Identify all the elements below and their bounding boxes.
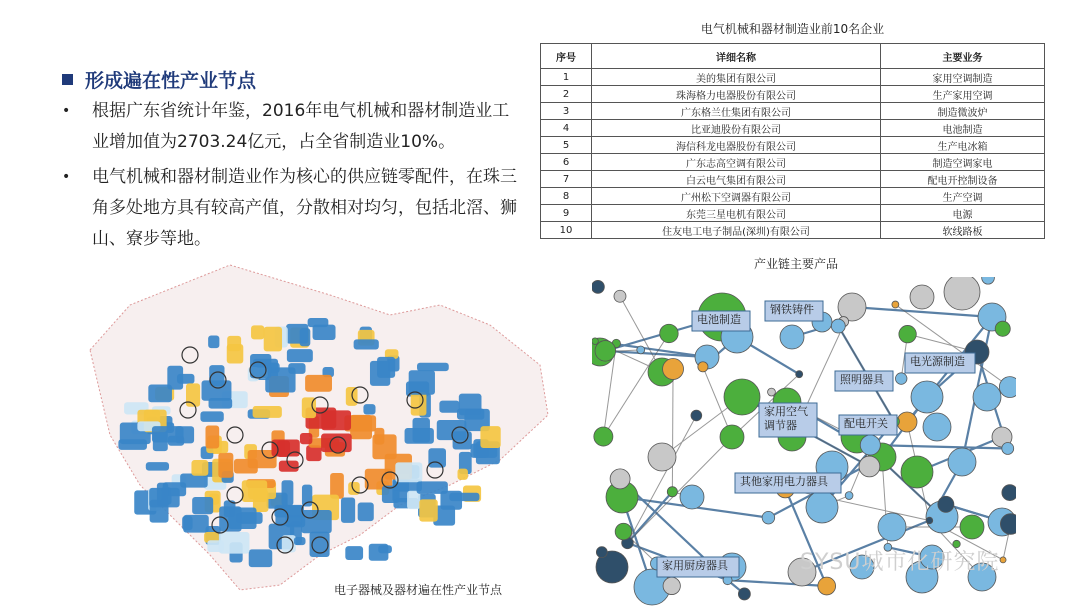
table-row <box>541 103 1045 120</box>
table-row <box>541 86 1045 103</box>
svg-text:电池制造: 电池制造 <box>697 313 741 326</box>
bullet-dot-icon: • <box>62 169 71 185</box>
header-name: 详细名称 <box>592 44 881 69</box>
bullet-text: 电气机械和器材制造业作为核心的供应链零配件，在珠三角多处地方具有较高产值，分散相对均匀，包括北滘、狮山、寮步等地。 <box>92 167 517 249</box>
table-header-row <box>541 44 1045 69</box>
network-label-other-appliance <box>735 473 841 493</box>
cell-business: 电源 <box>881 205 1045 222</box>
guangdong-node-map <box>70 255 550 600</box>
table-row <box>541 120 1045 137</box>
network-label-aircon <box>759 403 817 437</box>
cell-name: 美的集团有限公司 <box>592 69 881 86</box>
cell-business: 生产电冰箱 <box>881 137 1045 154</box>
cell-name: 广东格兰仕集团有限公司 <box>592 103 881 120</box>
cell-business: 生产家用空调 <box>881 86 1045 103</box>
svg-text:家用厨房器具: 家用厨房器具 <box>662 559 728 572</box>
bullet-list <box>62 96 522 259</box>
bullet-item <box>62 96 522 158</box>
network-label-lighting <box>835 371 893 391</box>
table-row <box>541 171 1045 188</box>
heading-square-icon <box>62 74 73 85</box>
company-table-panel <box>540 20 1045 239</box>
company-table <box>540 43 1045 239</box>
bullet-dot-icon: • <box>62 103 71 119</box>
svg-text:照明器具: 照明器具 <box>840 373 884 386</box>
cell-name: 广州松下空调器有限公司 <box>592 188 881 205</box>
table-row <box>541 205 1045 222</box>
cell-business: 制造空调家电 <box>881 154 1045 171</box>
cell-business: 家用空调制造 <box>881 69 1045 86</box>
map-caption: 电子器械及器材遍在性产业节点 <box>334 583 503 597</box>
svg-text:调节器: 调节器 <box>764 419 797 432</box>
cell-name: 白云电气集团有限公司 <box>592 171 881 188</box>
cell-name: 海信科龙电器股份有限公司 <box>592 137 881 154</box>
cell-index: 1 <box>541 69 592 86</box>
table-row <box>541 137 1045 154</box>
cell-index: 2 <box>541 86 592 103</box>
section-heading <box>62 66 256 93</box>
cell-business: 制造微波炉 <box>881 103 1045 120</box>
cell-index: 4 <box>541 120 592 137</box>
network-label-switch <box>839 415 897 435</box>
network-label-kitchen <box>657 557 739 577</box>
table-row <box>541 188 1045 205</box>
network-label-battery <box>692 311 750 331</box>
cell-name: 广东志高空调有限公司 <box>592 154 881 171</box>
cell-business: 电池制造 <box>881 120 1045 137</box>
svg-text:钢铁铸件: 钢铁铸件 <box>770 303 814 316</box>
bullet-item <box>62 162 522 255</box>
svg-text:家用空气: 家用空气 <box>764 405 808 418</box>
svg-text:电光源制造: 电光源制造 <box>910 355 965 368</box>
cell-index: 9 <box>541 205 592 222</box>
cell-name: 珠海格力电器股份有限公司 <box>592 86 881 103</box>
svg-text:配电开关: 配电开关 <box>844 417 888 430</box>
network-title: 产业链主要产品 <box>754 257 839 271</box>
cell-business: 软线路板 <box>881 222 1045 239</box>
table-row <box>541 222 1045 239</box>
cell-index: 5 <box>541 137 592 154</box>
cell-index: 7 <box>541 171 592 188</box>
svg-text:其他家用电力器具: 其他家用电力器具 <box>740 475 828 488</box>
network-label-steel <box>765 301 823 321</box>
table-title: 电气机械和器材制造业前10名企业 <box>700 22 885 36</box>
watermark: SYSU城市化研究院 <box>800 550 1000 575</box>
cell-index: 8 <box>541 188 592 205</box>
cell-name: 住友电工电子制品(深圳)有限公司 <box>592 222 881 239</box>
table-row <box>541 154 1045 171</box>
header-index: 序号 <box>541 44 592 69</box>
bullet-text: 根据广东省统计年鉴，2016年电气机械和器材制造业工业增加值为2703.24亿元，占全省制造业10%。 <box>92 101 510 152</box>
cell-name: 比亚迪股份有限公司 <box>592 120 881 137</box>
cell-business: 配电开控制设备 <box>881 171 1045 188</box>
cell-index: 6 <box>541 154 592 171</box>
cell-business: 生产空调 <box>881 188 1045 205</box>
header-business: 主要业务 <box>881 44 1045 69</box>
section-heading-text: 形成遍在性产业节点 <box>85 70 257 92</box>
cell-name: 东莞三星电机有限公司 <box>592 205 881 222</box>
cell-index: 10 <box>541 222 592 239</box>
table-row <box>541 69 1045 86</box>
network-label-light-source <box>905 353 975 373</box>
cell-index: 3 <box>541 103 592 120</box>
